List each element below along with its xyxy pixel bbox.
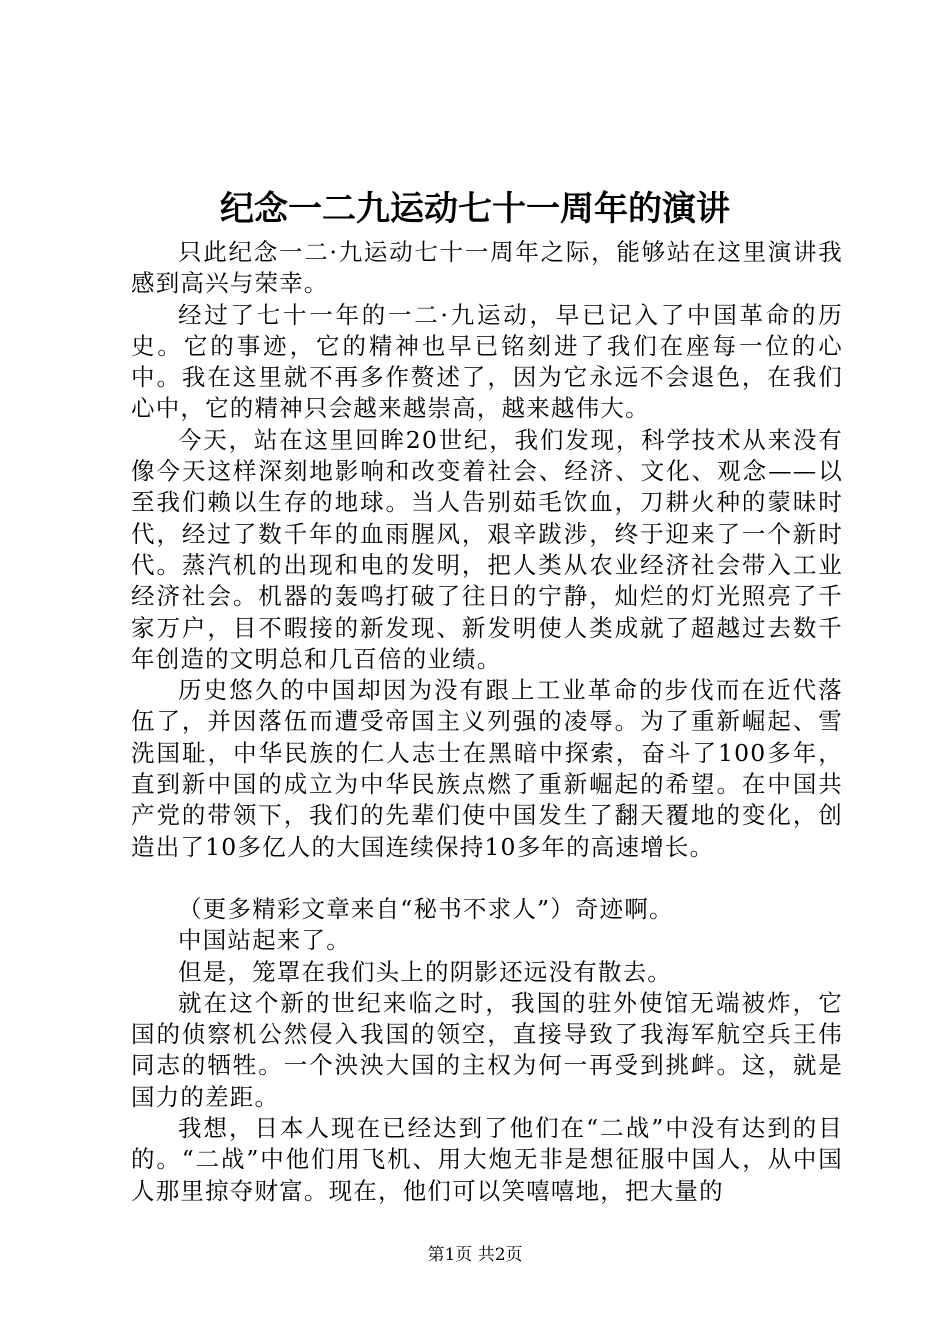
paragraph: 只此纪念一二·九运动七十一周年之际，能够站在这里演讲我感到高兴与荣幸。 <box>131 238 843 298</box>
page-footer: 第1页 共2页 <box>427 1245 523 1265</box>
paragraph: 今天，站在这里回眸20世纪，我们发现，科学技术从来没有像今天这样深刻地影响和改变着社会、经济、文化、观念——以至我们赖以生存的地球。当人告别茹毛饮血，刀耕火种的蒙昧时代，经过了数千年的血雨腥风，艰辛跋涉，终于迎来了一个新时代。蒸汽机的出现和电的发明，把人类从农业经济社会带入工业经济社会。机器的轰鸣打破了往日的宁静，灿烂的灯光照亮了千家万户，目不暇接的新发现、新发明使人类成就了超越过去数千年创造的文明总和几百倍的业绩。 <box>131 425 843 673</box>
paragraph: 但是，笼罩在我们头上的阴影还远没有散去。 <box>178 957 672 986</box>
paragraph: 中国站起来了。 <box>178 926 351 955</box>
paragraph: 经过了七十一年的一二·九运动，早已记入了中国革命的历史。它的事迹，它的精神也早已铭刻进了我们在座每一位的心中。我在这里就不再多作赘述了，因为它永远不会退色，在我们心中，它的精神只会越来越崇高，越来越伟大。 <box>131 300 843 423</box>
paragraph: 就在这个新的世纪来临之时，我国的驻外使馆无端被炸，它国的侦察机公然侵入我国的领空，直接导致了我海军航空兵王伟同志的牺牲。一个泱泱大国的主权为何一再受到挑衅。这，就是国力的差距。 <box>131 988 843 1111</box>
document-body <box>131 237 843 1207</box>
paragraph: 历史悠久的中国却因为没有跟上工业革命的步伐而在近代落伍了，并因落伍而遭受帝国主义列强的凌辱。为了重新崛起、雪洗国耻，中华民族的仁人志士在黑暗中探索，奋斗了100多年，直到新中国的成立为中华民族点燃了重新崛起的希望。在中国共产党的带领下，我们的先辈们使中国发生了翻天覆地的变化，创造出了10多亿人的大国连续保持10多年的高速增长。 <box>131 676 843 861</box>
document-title: 纪念一二九运动七十一周年的演讲 <box>220 189 730 229</box>
paragraph: 我想，日本人现在已经达到了他们在“二战”中没有达到的目的。“二战”中他们用飞机、用大炮无非是想征服中国人，从中国人那里掠夺财富。现在，他们可以笑嘻嘻地，把大量的 <box>131 1114 843 1205</box>
paragraph: （更多精彩文章来自“秘书不求人”）奇迹啊。 <box>178 894 674 923</box>
